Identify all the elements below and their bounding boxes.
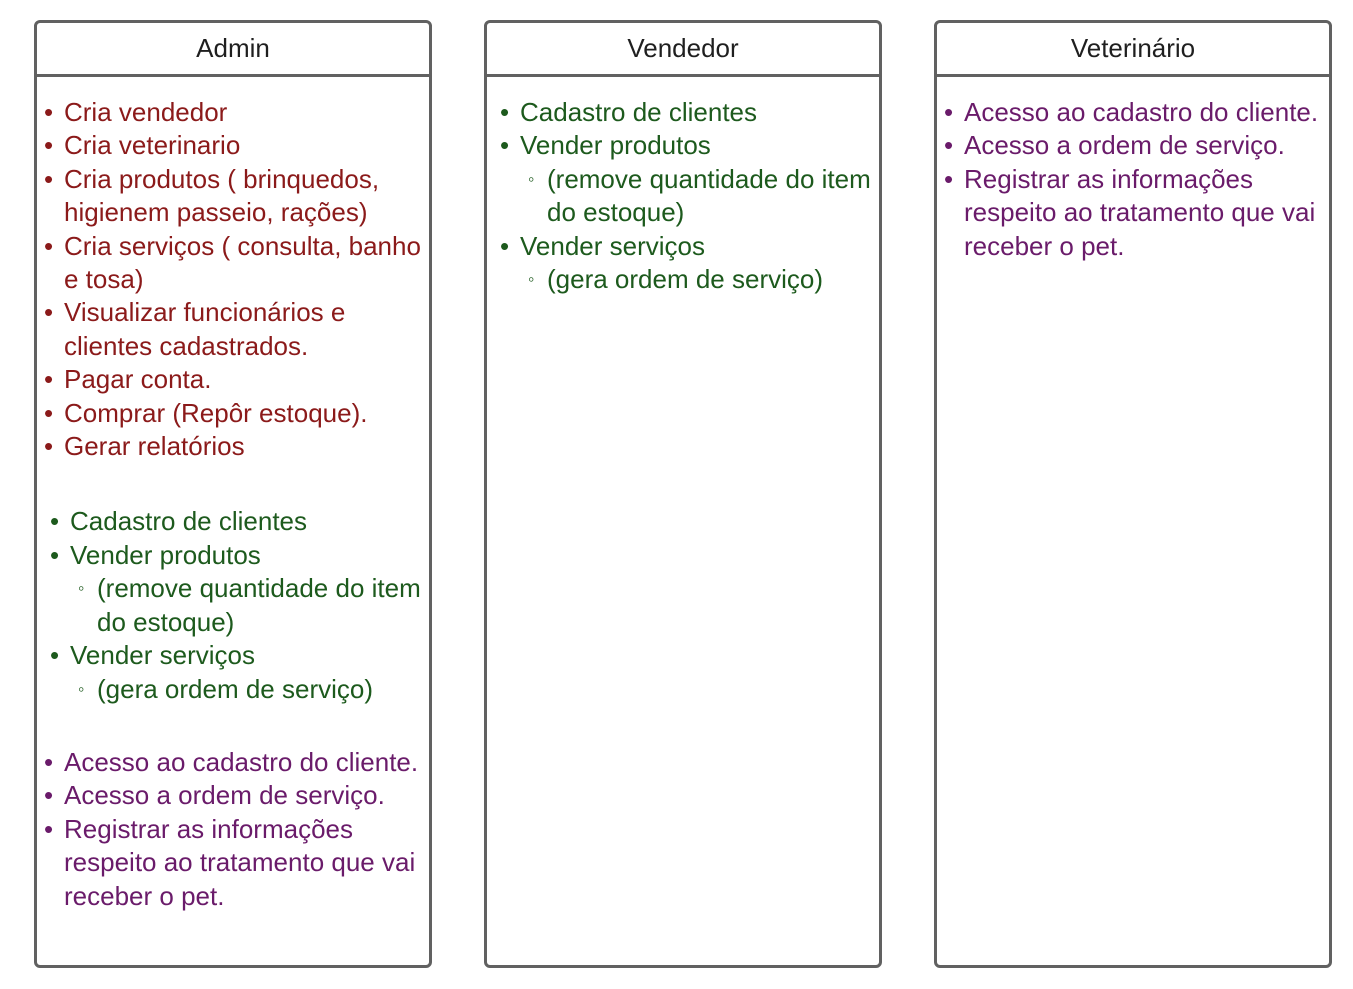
column-body: [487, 77, 879, 296]
sub-list: [70, 673, 429, 706]
seller-permissions-list: [493, 96, 879, 296]
admin-permissions-list: [37, 96, 429, 463]
list-item-text: Vender produtos: [70, 539, 261, 570]
vendedor-column: [484, 20, 882, 968]
list-item: [43, 505, 429, 538]
list-item-text: Cadastro de clientes: [70, 506, 308, 537]
column-title: Admin: [37, 23, 429, 77]
sub-list-item: ◦ (remove quantidade do item do estoque): [520, 163, 879, 230]
list-item: • Cria veterinario: [37, 129, 429, 162]
list-item-text: Vender serviços: [70, 640, 255, 671]
list-item: • Cria produtos ( brinquedos, higienem passeio, rações): [37, 163, 429, 230]
admin-column: [34, 20, 432, 968]
vet-permissions-list: [37, 746, 429, 913]
list-item: • Registrar as informações respeito ao tratamento que vai receber o pet.: [37, 813, 429, 913]
vet-permissions-list: [937, 96, 1329, 263]
list-item: • Cria vendedor: [37, 96, 429, 129]
list-item: [493, 96, 879, 129]
list-item-text: Vender serviços: [520, 230, 705, 261]
sub-list-item: ◦ (remove quantidade do item do estoque): [70, 572, 429, 639]
list-item: • Acesso a ordem de serviço.: [937, 129, 1329, 162]
column-body: [937, 77, 1329, 263]
list-item: • Acesso ao cadastro do cliente.: [937, 96, 1329, 129]
list-item: • Acesso a ordem de serviço.: [37, 779, 429, 812]
list-item: [493, 230, 879, 297]
list-item: [43, 639, 429, 706]
list-item: • Pagar conta.: [37, 363, 429, 396]
veterinario-column: [934, 20, 1332, 968]
list-item: • Visualizar funcionários e clientes cadastrados.: [37, 296, 429, 363]
sub-list: [520, 263, 879, 296]
list-item: • Gerar relatórios: [37, 430, 429, 463]
list-item-text: Vender produtos: [520, 130, 711, 161]
sub-list: [520, 163, 879, 230]
sub-list-item: ◦ (gera ordem de serviço): [70, 673, 429, 706]
seller-permissions-list: [43, 505, 429, 705]
column-title: Veterinário: [937, 23, 1329, 77]
column-body: [37, 77, 429, 913]
column-title: Vendedor: [487, 23, 879, 77]
list-item: [493, 129, 879, 229]
list-item: [43, 539, 429, 639]
list-item: • Cria serviços ( consulta, banho e tosa): [37, 230, 429, 297]
list-item-text: Cadastro de clientes: [520, 97, 758, 127]
list-item: • Registrar as informações respeito ao tratamento que vai receber o pet.: [937, 163, 1329, 263]
list-item: • Acesso ao cadastro do cliente.: [37, 746, 429, 779]
sub-list-item: ◦ (gera ordem de serviço): [520, 263, 879, 296]
sub-list: [70, 572, 429, 639]
list-item: • Comprar (Repôr estoque).: [37, 397, 429, 430]
